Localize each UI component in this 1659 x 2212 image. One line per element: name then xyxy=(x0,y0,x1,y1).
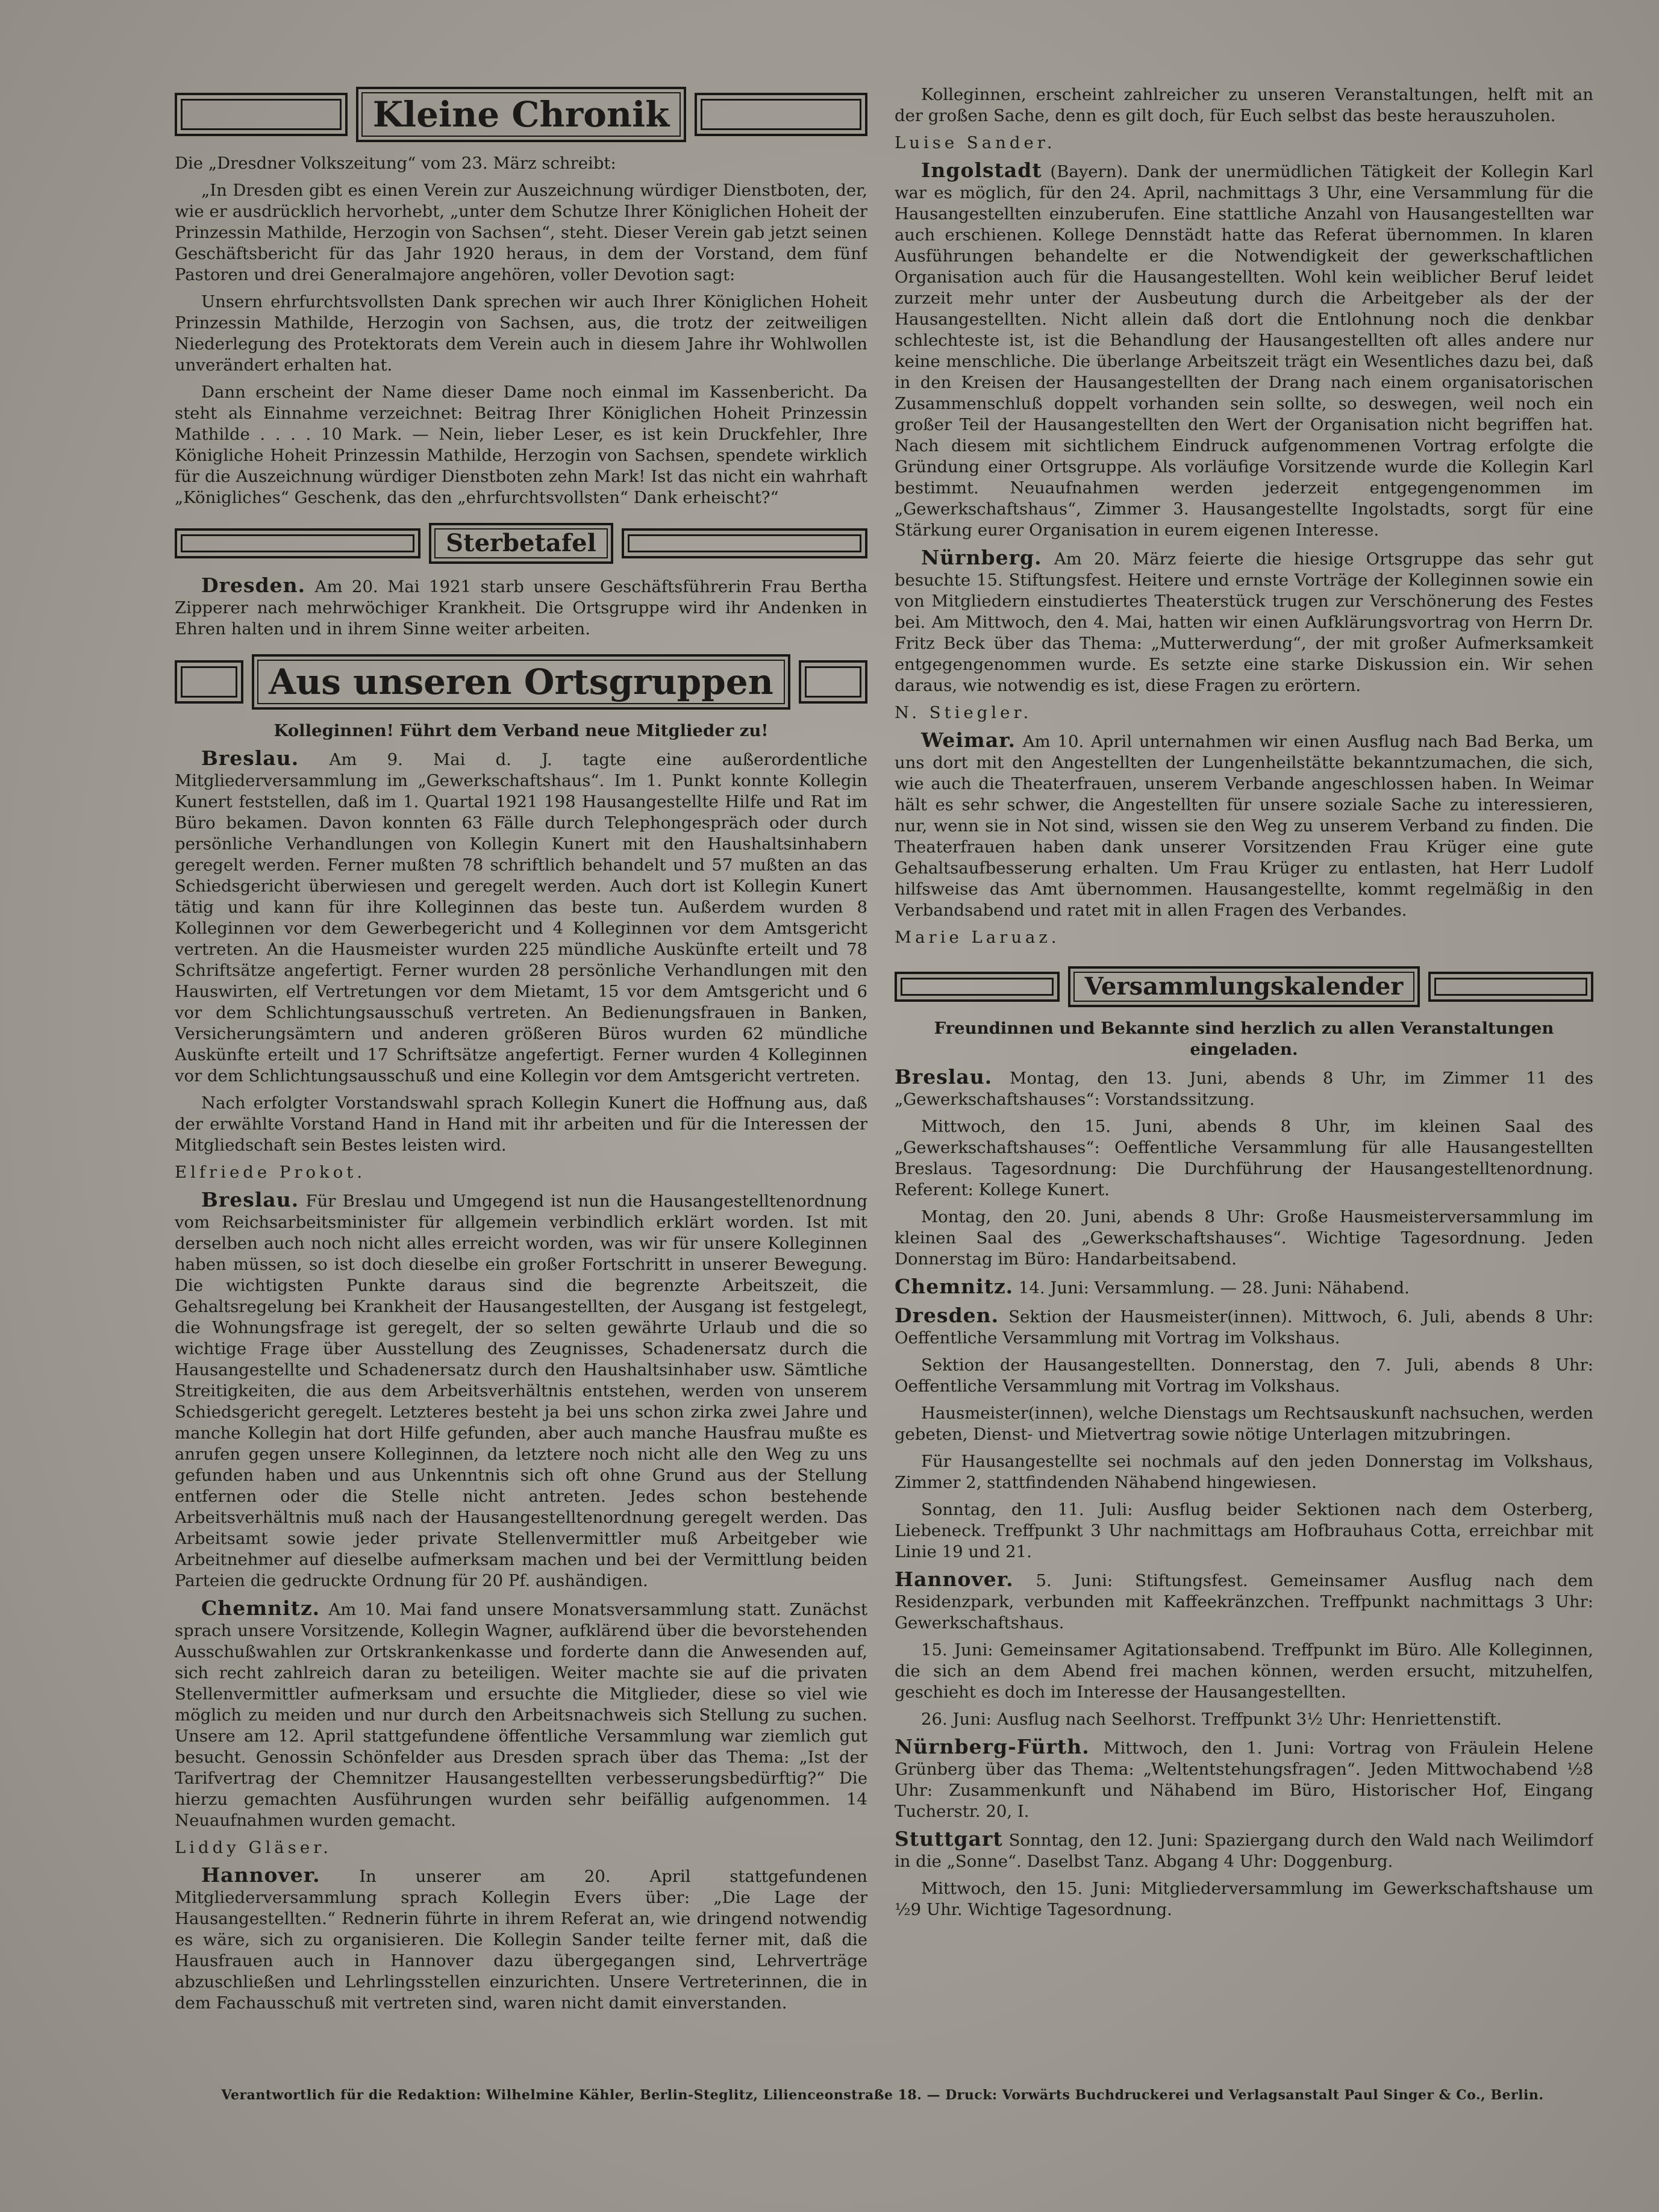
place-name: Hannover. xyxy=(895,1567,1014,1591)
calendar-text: 5. Juni: Stiftungsfest. Gemeinsamer Ausflug nach dem Residenzpark, verbunden mit Kaffeekränzchen. Treffpunkt nachmittags 3 Uhr: Gewerkschaftshaus. xyxy=(895,1571,1593,1632)
report-text: Am 10. Mai fand unsere Monatsversammlung statt. Zunächst sprach unsere Vorsitzende, Kollegin Wagner, aufklärend über die bevorstehenden Ausschußwahlen zur Ortskrankenkasse und forderte dann die Anwesenden auf, sich recht zahlreich daran zu beteiligen. Weiter machte sie auf die privaten Stellenvermittler aufmerksam und ersuchte die Mitglieder, diese so viel wie möglich zu meiden und nur durch den Arbeitsnachweis sich Stellung zu suchen. Unsere am 12. April stattgefundene öffentliche Versammlung war ziemlich gut besucht. Genossin Schönfelder aus Dresden sprach über das Thema: „Ist der Tarifvertrag der Chemnitzer Hausangestellten verbesserungsbedürftig?“ Die hierzu gemachten Ausführungen wurden sehr beifällig aufgenommen. 14 Neuaufnahmen wurden gemacht. xyxy=(175,1600,867,1830)
report-paragraph xyxy=(895,730,1593,921)
report-paragraph xyxy=(175,1864,867,2014)
ortsgruppen-header xyxy=(175,654,867,710)
calendar-entry xyxy=(895,1305,1593,1349)
ortsgruppen-title: Aus unseren Ortsgruppen xyxy=(252,654,790,710)
ortsgruppen-slogan: Kolleginnen! Führt dem Verband neue Mitglieder zu! xyxy=(273,721,769,740)
place-name: Weimar. xyxy=(921,728,1016,752)
report-paragraph xyxy=(895,160,1593,541)
place-name: Dresden. xyxy=(201,573,306,597)
calendar-text: Sonntag, den 12. Juni: Spaziergang durch den Wald nach Weilimdorf in die „Sonne“. Daselbst Tanz. Abgang 4 Uhr: Doggenburg. xyxy=(895,1831,1593,1871)
place-name: Breslau. xyxy=(895,1065,993,1089)
report-paragraph: Nach erfolgter Vorstandswahl sprach Kollegin Kunert die Hoffnung aus, daß der erwählte Vorstand Hand in Hand mit ihr arbeiten und für die Interessen der Mitgliedschaft sein Bestes leisten wird. xyxy=(175,1093,867,1155)
calendar-text: Für Hausangestellte sei nochmals auf den jeden Donnerstag im Volkshaus, Zimmer 2, stattfindenden Nähabend hingewiesen. xyxy=(895,1452,1593,1492)
chronik-title: Kleine Chronik xyxy=(356,87,687,142)
calendar-entry xyxy=(895,1736,1593,1822)
calendar-entry xyxy=(895,1569,1593,1634)
calendar-text: 26. Juni: Ausflug nach Seelhorst. Treffpunkt 3½ Uhr: Henriettenstift. xyxy=(921,1710,1502,1729)
signature: N. Stiegler. xyxy=(895,703,1033,722)
chronik-paragraph: Unsern ehrfurchtsvollsten Dank sprechen wir auch Ihrer Königlichen Hoheit Prinzessin Mathilde, Herzogin von Sachsen, aus, die trotz der zeitweiligen Niederlegung des Protektorats dem Verein auch in diesem Jahre ihr Wohlwollen unverändert erhalten hat. xyxy=(175,292,867,375)
place-note: (Bayern). xyxy=(1050,162,1128,181)
calendar-text: Montag, den 20. Juni, abends 8 Uhr: Große Hausmeisterversammlung im kleinen Saal des „Gewerkschaftshauses“. Wichtige Tagesordnung. Jeden Donnerstag im Büro: Handarbeitsabend. xyxy=(895,1207,1593,1269)
signature: Liddy Gläser. xyxy=(175,1838,332,1857)
kalender-title: Versammlungskalender xyxy=(1068,966,1420,1007)
place-name: Ingolstadt xyxy=(921,158,1042,182)
report-text: Am 20. März feierte die hiesige Ortsgruppe das sehr gut besuchte 15. Stiftungsfest. Heitere und ernste Vorträge der Kolleginnen sowie ein von Mitgliedern einstudiertes Theaterstück trugen zur Verschönerung des Festes bei. Am Mittwoch, den 4. Mai, hatten wir einen Aufklärungsvortrag von Herrn Dr. Fritz Beck über das Thema: „Mutterwerdung“, der mit großer Aufmerksamkeit entgegengenommen wurde. Es setzte eine starke Diskussion ein. Wir sehen daraus, wie notwendig es ist, diese Fragen zu erörtern. xyxy=(895,549,1593,695)
signature: Elfriede Prokot. xyxy=(175,1163,366,1182)
report-text: Am 9. Mai d. J. tagte eine außerordentliche Mitgliederversammlung im „Gewerkschaftshaus“. Im 1. Punkt konnte Kollegin Kunert feststellen, daß im 1. Quartal 1921 198 Hausangestellte Hilfe und Rat im Büro bekamen. Davon konnten 63 Fälle durch Telephongespräch oder durch persönliche Verhandlungen von Kollegin Kunert mit den Haushaltsinhabern geregelt werden. Ferner mußten 78 schriftlich behandelt und 57 mußten an das Schiedsgericht überwiesen und geregelt werden. Auch dort ist Kollegin Kunert tätig und kann für ihre Kolleginnen das beste tun. Außerdem wurden 8 Kolleginnen vor dem Gewerbegericht und 4 Kolleginnen vor dem Amtsgericht vertreten. An die Hausmeister wurden 225 mündliche Auskünfte erteilt und 78 Schriftsätze angefertigt. Ferner wurden 28 persönliche Verhandlungen mit den Hauswirten, elf Vertretungen vor dem Mietamt, 15 vor dem Amtsgericht und 6 vor dem Schlichtungsausschuß vertreten. An Bedienungsfrauen in Banken, Versicherungsämtern und anderen größeren Büros wurden 62 mündliche Auskünfte erteilt und 17 Schriftsätze angefertigt. Ferner wurden 4 Kolleginnen vor dem Schlichtungsausschuß und eine Kollegin vor dem Amtsgericht vertreten. xyxy=(175,750,867,1086)
header-ornament-right xyxy=(622,528,867,558)
place-name: Nürnberg. xyxy=(921,546,1042,569)
report-text: Am 10. April unternahmen wir einen Ausflug nach Bad Berka, um uns dort mit den Angestellten der Lungenheilstätte bekanntzumachen, die sich, wie auch die Theaterfrauen, unserem Verbande angeschlossen haben. In Weimar hält es sehr schwer, die Angestellten für unsere soziale Sache zu interessieren, nur, wenn sie in Not sind, wissen sie den Weg zu unserem Verband zu finden. Die Theaterfrauen haben dank unserer Vorsitzenden Frau Krüger eine gute Gehaltsaufbesserung erhalten. Um Frau Krüger zu entlasten, hat Herr Ludolf hilfsweise das Amt übernommen. Hausangestellte, kommt regelmäßig in den Verbandsabend und ratet mit in allen Fragen des Verbandes. xyxy=(895,732,1593,920)
chronik-paragraph: Die „Dresdner Volkszeitung“ vom 23. März schreibt: xyxy=(175,154,616,173)
chronik-paragraph: „In Dresden gibt es einen Verein zur Auszeichnung würdiger Dienstboten, der, wie er ausdrücklich hervorhebt, „unter dem Schutze Ihrer Königlichen Hoheit der Prinzessin Mathilde, Herzogin von Sachsen“, steht. Dieser Verein gab jetzt seinen Geschäftsbericht für das Jahr 1920 heraus, in dem der Vorstand, dem fünf Pastoren und drei Generalmajore angehören, voller Devotion sagt: xyxy=(175,181,867,284)
calendar-entry xyxy=(895,1828,1593,1872)
left-column xyxy=(175,84,867,2066)
place-name: Dresden. xyxy=(895,1304,999,1327)
header-ornament-right xyxy=(695,93,867,136)
chronik-paragraph: Dann erscheint der Name dieser Dame noch einmal im Kassenbericht. Da steht als Einnahme verzeichnet: Beitrag Ihrer Königlichen Hoheit Prinzessin Mathilde . . . . 10 Mark. — Nein, lieber Leser, es ist kein Druckfehler, Ihre Königliche Hoheit Prinzessin Mathilde, Herzogin von Sachsen, spendete wirklich für die Auszeichnung würdiger Dienstboten zehn Mark! Ist das nicht ein wahrhaft „Königliches“ Geschenk, das den „ehrfurchtsvollsten“ Dank erheischt?“ xyxy=(175,383,867,507)
sterbetafel-header xyxy=(175,523,867,564)
report-text: In unserer am 20. April stattgefundenen Mitgliederversammlung sprach Kollegin Evers über: „Die Lage der Hausangestellten.“ Rednerin führte in ihrem Referat an, wie dringend notwendig es wäre, sich zu organisieren. Die Kollegin Sander teilte ferner mit, daß die Hausfrauen auch in Hannover dazu übergegangen sind, Lehrverträge abzuschließen und Lehrlingsstellen einzurichten. Unsere Vertreterinnen, die in dem Fachausschuß mit vertreten sind, waren nicht damit einverstanden. xyxy=(175,1867,867,2013)
calendar-text: 14. Juni: Versammlung. — 28. Juni: Nähabend. xyxy=(1018,1278,1410,1298)
header-ornament-left xyxy=(175,93,348,136)
imprint-footer: Verantwortlich für die Redaktion: Wilhelmine Kähler, Berlin-Steglitz, Lilienceonstraße 18. — Druck: Vorwärts Buchdruckerei und Verlagsanstalt Paul Singer & Co., Berlin. xyxy=(221,2087,1544,2103)
report-paragraph: Kolleginnen, erscheint zahlreicher zu unseren Veranstaltungen, helft mit an der großen Sache, denn es gilt doch, für Euch selbst das beste herauszuholen. xyxy=(895,85,1593,125)
report-paragraph xyxy=(895,547,1593,696)
place-name: Nürnberg-Fürth. xyxy=(895,1735,1090,1758)
report-text: Dank der unermüdlichen Tätigkeit der Kollegin Karl war es möglich, für den 24. April, nachmittags 3 Uhr, eine Versammlung für die Hausangestellten einzuberufen. Eine stattliche Anzahl von Hausangestellten war auch erschienen. Kollege Dennstädt hatte das Referat übernommen. In klaren Ausführungen behandelte er die Notwendigkeit der gewerkschaftlichen Organisation auch für die Hausangestellten. Wohl kein weiblicher Beruf leidet zurzeit mehr unter der Ausbeutung durch die Arbeitgeber als der der Hausangestellten. Nicht allein daß dort die Entlohnung noch die denkbar schlechteste ist, ist die Behandlung der Hausangestellten oft alles andere nur keine menschliche. Die überlange Arbeitszeit trägt ein Wesentliches dazu bei, daß in den Kreisen der Hausangestellten der Drang nach einem organisatorischen Zusammenschluß doppelt vorhanden sein sollte, so deswegen, weil noch ein großer Teil der Hausangestellten den Wert der Organisation nicht begriffen hat. Nach diesem mit sichtlichem Eindruck aufgenommenen Vortrag erfolgte die Gründung einer Ortsgruppe. Als vorläufige Vorsitzende wurde die Kollegin Karl bestimmt. Neuaufnahmen werden jederzeit entgegengenommen im „Gewerkschaftshaus“, Zimmer 3. Hausangestellte Ingolstadts, sorgt für eine Stärkung eurer Organisation in eurem eigenen Interesse. xyxy=(895,162,1593,540)
calendar-text: Sektion der Hausmeister(innen). Mittwoch, 6. Juli, abends 8 Uhr: Oeffentliche Versammlung mit Vortrag im Volkshaus. xyxy=(895,1307,1593,1348)
header-ornament-right xyxy=(1428,972,1593,1002)
kalender-intro: Freundinnen und Bekannte sind herzlich zu allen Veranstaltungen eingeladen. xyxy=(934,1019,1554,1059)
calendar-text: Mittwoch, den 15. Juni: Mitgliederversammlung im Gewerkschaftshause um ½9 Uhr. Wichtige Tagesordnung. xyxy=(895,1879,1593,1919)
sterbetafel-body: Am 20. Mai 1921 starb unsere Geschäftsführerin Frau Bertha Zipperer nach mehrwöchiger Krankheit. Die Ortsgruppe wird ihr Andenken in Ehren halten und in ihrem Sinne weiter arbeiten. xyxy=(175,577,867,639)
place-name: Hannover. xyxy=(201,1863,320,1887)
calendar-entry xyxy=(895,1066,1593,1110)
calendar-entry xyxy=(895,1276,1593,1299)
calendar-text: Mittwoch, den 15. Juni, abends 8 Uhr, im kleinen Saal des „Gewerkschaftshauses“: Oeffentliche Versammlung für alle Hausangestellten Breslaus. Tagesordnung: Die Durchführung der Hausangestelltenordnung. Referent: Kollege Kunert. xyxy=(895,1117,1593,1199)
signature: Luise Sander. xyxy=(895,133,1056,152)
calendar-text: Sektion der Hausangestellten. Donnerstag, den 7. Juli, abends 8 Uhr: Oeffentliche Versammlung mit Vortrag im Volkshaus. xyxy=(895,1355,1593,1396)
report-text: Für Breslau und Umgegend ist nun die Hausangestelltenordnung vom Reichsarbeitsminister für allgemein verbindlich erklärt worden. Ist mit derselben auch noch nicht alles erreicht worden, was wir für unsere Kolleginnen haben müssen, so ist doch dieselbe ein großer Fortschritt in unserer Bewegung. Die wichtigsten Punkte daraus sind die begrenzte Arbeitszeit, die Gehaltsregelung bei Krankheit der Hausangestellten, der Ausgang ist festgelegt, die Wohnungsfrage ist geregelt, der so selten gewährte Urlaub und die so wichtige Frage über Ausstellung des Zeugnisses, Schadenersatz durch die Hausangestellte und Schadenersatz durch den Haushaltsinhaber usw. Sämtliche Streitigkeiten, die aus dem Arbeitsverhältnis entstehen, werden von unserem Schiedsgericht geregelt. Letzteres besteht ja bei uns schon zirka zwei Jahre und manche Kollegin hat dort Hilfe gefunden, aber auch manche Hausfrau mußte es anrufen gegen unsere Kolleginnen, da letztere noch nicht alle den Weg zu uns gefunden haben und aus Unkenntnis sich oft ohne Grund aus der Stellung entfernen oder die Stelle nicht antreten. Jedes schon bestehende Arbeitsverhältnis muß nach der Hausangestelltenordnung geregelt werden. Das Arbeitsamt sowie jeder private Stellenvermittler muß Arbeitgeber wie Arbeitnehmer auf dieselbe aufmerksam machen und bei der Vermittlung beiden Parteien die gedruckte Ordnung für 20 Pf. aushändigen. xyxy=(175,1192,867,1590)
header-ornament-left xyxy=(175,660,243,704)
place-name: Chemnitz. xyxy=(895,1275,1014,1298)
calendar-text: 15. Juni: Gemeinsamer Agitationsabend. Treffpunkt im Büro. Alle Kolleginnen, die sich an dem Abend frei machen können, werden ersucht, mitzuhelfen, geschieht es doch im Interesse der Hausangestellten. xyxy=(895,1640,1593,1702)
kalender-header xyxy=(895,966,1593,1007)
report-paragraph xyxy=(175,1598,867,1831)
calendar-text: Sonntag, den 11. Juli: Ausflug beider Sektionen nach dem Osterberg, Liebeneck. Treffpunkt 3 Uhr nachmittags am Hofbrauhaus Cotta, erreichbar mit Linie 19 und 21. xyxy=(895,1500,1593,1561)
right-column xyxy=(895,84,1593,2066)
calendar-text: Hausmeister(innen), welche Dienstags um Rechtsauskunft nachsuchen, werden gebeten, Dienst- und Mietvertrag sowie nötige Unterlagen mitzubringen. xyxy=(895,1404,1593,1444)
place-name: Chemnitz. xyxy=(201,1596,320,1620)
sterbetafel-title: Sterbetafel xyxy=(429,523,613,564)
place-name: Breslau. xyxy=(201,746,299,770)
report-paragraph xyxy=(175,1189,867,1592)
calendar-text: Mittwoch, den 1. Juni: Vortrag von Fräulein Helene Grünberg über das Thema: „Weltentstehungsfragen“. Jeden Mittwochabend ½8 Uhr: Zusammenkunft und Nähabend im Büro, Historischer Hof, Eingang Tucherstr. 20, I. xyxy=(895,1739,1593,1821)
place-name: Breslau. xyxy=(201,1188,299,1211)
header-ornament-left xyxy=(175,528,420,558)
chronik-header xyxy=(175,87,867,142)
header-ornament-left xyxy=(895,972,1060,1002)
header-ornament-right xyxy=(799,660,867,704)
signature: Marie Laruaz. xyxy=(895,928,1060,947)
sterbetafel-text xyxy=(175,575,867,640)
place-name: Stuttgart xyxy=(895,1827,1003,1851)
report-paragraph xyxy=(175,748,867,1087)
calendar-text: Montag, den 13. Juni, abends 8 Uhr, im Zimmer 11 des „Gewerkschaftshauses“: Vorstandssitzung. xyxy=(895,1069,1593,1109)
